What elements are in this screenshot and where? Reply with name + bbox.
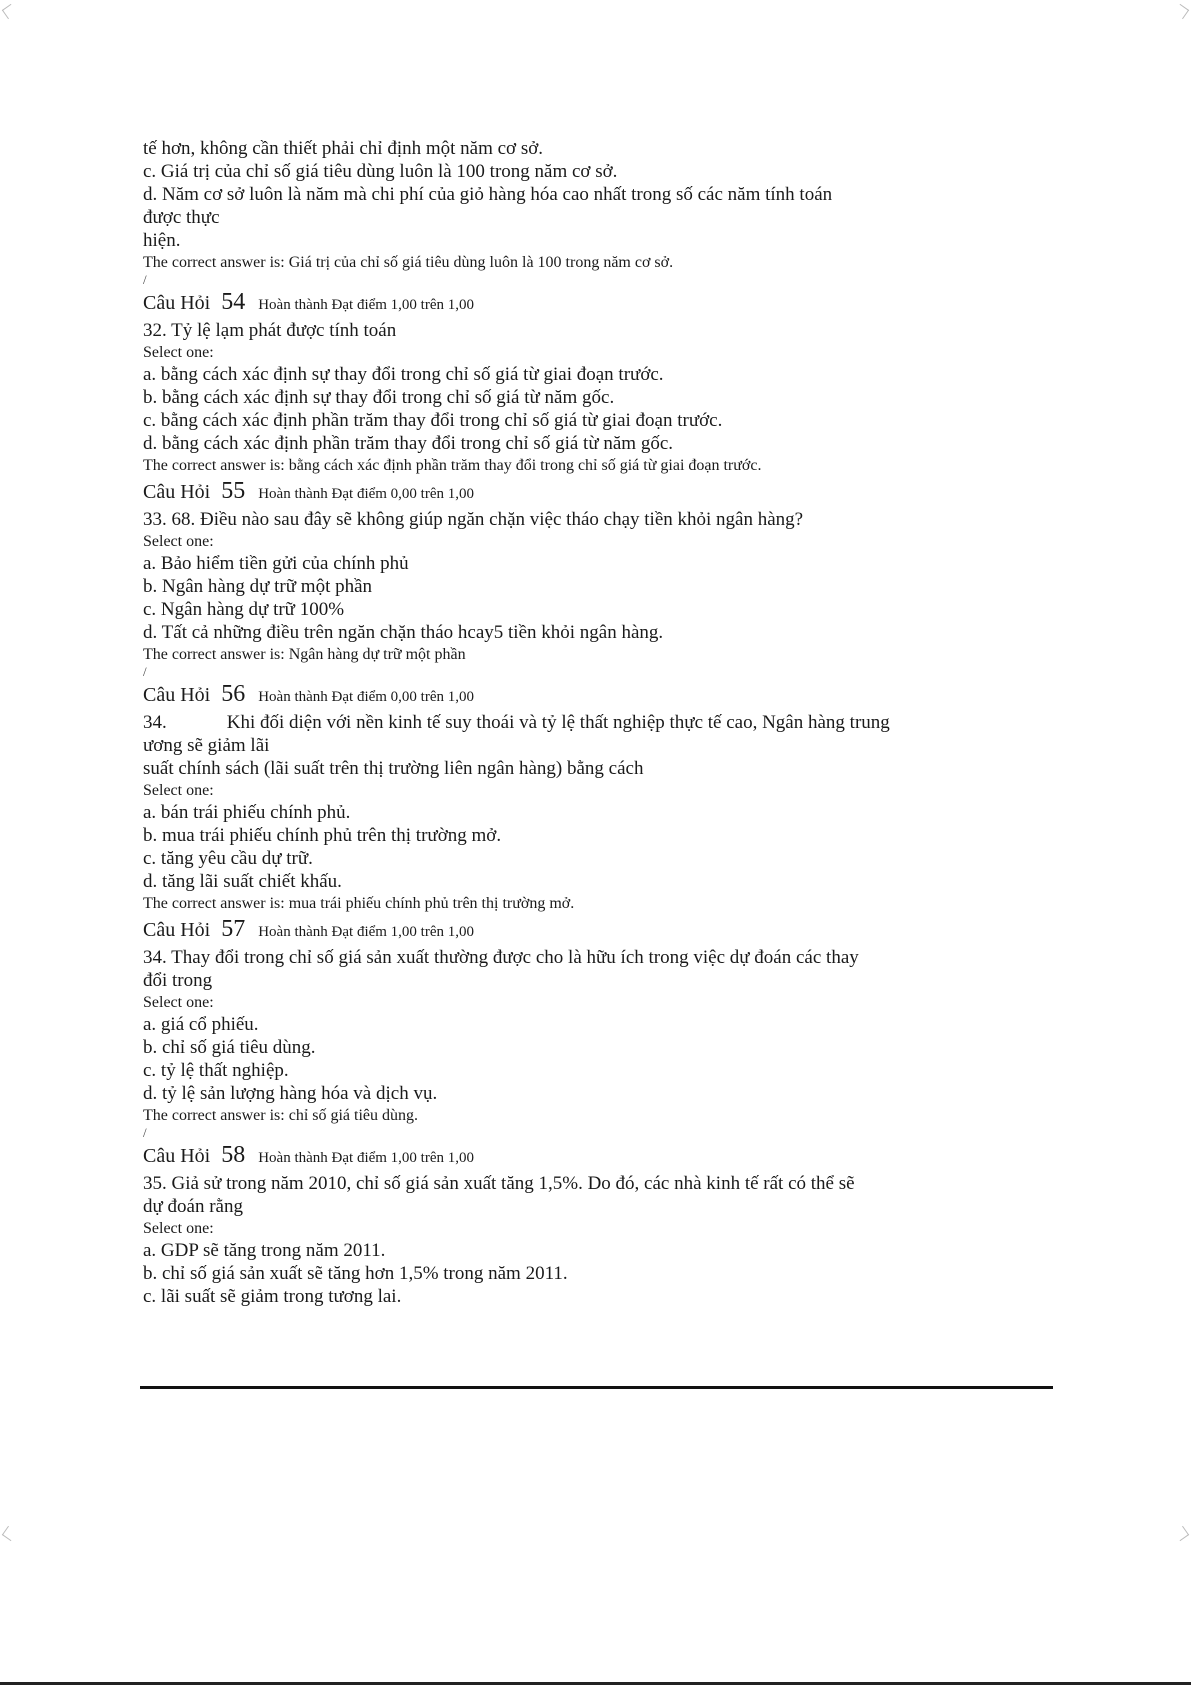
stem-text: Thay đổi trong chỉ số giá sản xuất thường được cho là hữu ích trong việc dự đoán các thay (171, 947, 859, 968)
stem-prefix: 34. (143, 712, 167, 733)
question-header (143, 916, 1053, 946)
correct-answer: The correct answer is: bằng cách xác định phần trăm thay đổi trong chỉ số giá từ giai đoạn trước. (143, 457, 762, 474)
separator-slash: / (143, 272, 147, 287)
separator-slash: / (143, 1125, 147, 1140)
question-stem (143, 1172, 1053, 1195)
question-status: Hoàn thành Đạt điểm 1,00 trên 1,00 (258, 297, 475, 313)
select-one-label: Select one: (143, 994, 214, 1011)
stem-text: suất chính sách (lãi suất trên thị trường liên ngân hàng) bằng cách (143, 758, 644, 779)
stem-text: Điều nào sau đây sẽ không giúp ngăn chặn việc tháo chạy tiền khỏi ngân hàng? (200, 509, 804, 530)
question-stem (143, 711, 1053, 734)
option-c: c. tăng yêu cầu dự trữ. (143, 848, 313, 869)
option-d: d. Năm cơ sở luôn là năm mà chi phí của giỏ hàng hóa cao nhất trong số các năm tính toán (143, 184, 833, 205)
question-status: Hoàn thành Đạt điểm 1,00 trên 1,00 (258, 1150, 475, 1166)
select-one-label: Select one: (143, 782, 214, 799)
question-status: Hoàn thành Đạt điểm 0,00 trên 1,00 (258, 486, 475, 502)
stem-prefix: 32. (143, 320, 167, 341)
question-block (143, 916, 1053, 1140)
question-header (143, 478, 1053, 508)
question-stem (143, 508, 1053, 531)
stem-prefix: 33. 68. (143, 509, 196, 530)
stem-text: đổi trong (143, 970, 213, 991)
question-stem (143, 946, 1053, 969)
stem-text: dự đoán rằng (143, 1196, 243, 1217)
question-block (143, 289, 1053, 476)
select-one-label: Select one: (143, 344, 214, 361)
text-line: tế hơn, không cần thiết phải chỉ định một năm cơ sở. (143, 138, 544, 159)
option-a: a. Bảo hiểm tiền gửi của chính phủ (143, 553, 409, 574)
question-header (143, 1142, 1053, 1172)
correct-answer: The correct answer is: chỉ số giá tiêu dùng. (143, 1107, 419, 1124)
separator-slash: / (143, 664, 147, 679)
correct-answer: The correct answer is: Giá trị của chỉ số giá tiêu dùng luôn là 100 trong năm cơ sở. (143, 254, 674, 271)
question-number: 57 (221, 916, 246, 942)
option-c: c. Giá trị của chỉ số giá tiêu dùng luôn là 100 trong năm cơ sở. (143, 161, 618, 182)
select-one-label: Select one: (143, 1220, 214, 1237)
option-d: d. Tất cả những điều trên ngăn chặn tháo hcay5 tiền khỏi ngân hàng. (143, 622, 664, 643)
question-label: Câu Hỏi (143, 292, 211, 314)
option-b: b. bằng cách xác định sự thay đổi trong chỉ số giá từ năm gốc. (143, 387, 615, 408)
option-c: c. bằng cách xác định phần trăm thay đổi trong chỉ số giá từ giai đoạn trước. (143, 410, 723, 431)
previous-question-tail (143, 137, 1053, 287)
select-one-label: Select one: (143, 533, 214, 550)
question-number: 58 (221, 1142, 246, 1168)
text-line: hiện. (143, 230, 181, 251)
correct-answer: The correct answer is: Ngân hàng dự trữ một phần (143, 646, 466, 663)
question-label: Câu Hỏi (143, 1145, 211, 1167)
question-label: Câu Hỏi (143, 481, 211, 503)
option-b: b. mua trái phiếu chính phủ trên thị trường mở. (143, 825, 502, 846)
question-number: 56 (221, 681, 246, 707)
stem-text: Khi đối diện với nền kinh tế suy thoái và tỷ lệ thất nghiệp thực tế cao, Ngân hàng trung (226, 712, 890, 733)
page-corner-mark (2, 4, 17, 19)
text-line: được thực (143, 207, 220, 228)
question-label: Câu Hỏi (143, 684, 211, 706)
option-b: b. chỉ số giá sản xuất sẽ tăng hơn 1,5% trong năm 2011. (143, 1263, 568, 1284)
page-corner-mark (1174, 4, 1189, 19)
question-label: Câu Hỏi (143, 919, 211, 941)
stem-text: Tỷ lệ lạm phát được tính toán (171, 320, 397, 341)
page-corner-mark (1174, 1526, 1189, 1541)
option-b: b. Ngân hàng dự trữ một phần (143, 576, 373, 597)
page-corner-mark (2, 1526, 17, 1541)
option-d: d. tăng lãi suất chiết khấu. (143, 871, 342, 892)
option-a: a. bán trái phiếu chính phủ. (143, 802, 351, 823)
option-b: b. chỉ số giá tiêu dùng. (143, 1037, 316, 1058)
option-a: a. GDP sẽ tăng trong năm 2011. (143, 1240, 386, 1261)
question-block (143, 1142, 1053, 1308)
option-a: a. bằng cách xác định sự thay đổi trong chỉ số giá từ giai đoạn trước. (143, 364, 664, 385)
bottom-rule (140, 1386, 1053, 1389)
stem-text: ương sẽ giảm lãi (143, 735, 270, 756)
option-d: d. tỷ lệ sản lượng hàng hóa và dịch vụ. (143, 1083, 438, 1104)
question-stem (143, 319, 1053, 342)
question-status: Hoàn thành Đạt điểm 0,00 trên 1,00 (258, 689, 475, 705)
option-c: c. lãi suất sẽ giảm trong tương lai. (143, 1286, 402, 1307)
stem-prefix: 34. (143, 947, 167, 968)
question-number: 55 (221, 478, 246, 504)
stem-prefix: 35. (143, 1173, 167, 1194)
option-c: c. Ngân hàng dự trữ 100% (143, 599, 345, 620)
document-page (143, 137, 1053, 1308)
correct-answer: The correct answer is: mua trái phiếu chính phủ trên thị trường mở. (143, 895, 575, 912)
question-header (143, 289, 1053, 319)
question-block (143, 478, 1053, 679)
option-a: a. giá cổ phiếu. (143, 1014, 259, 1035)
option-c: c. tỷ lệ thất nghiệp. (143, 1060, 289, 1081)
question-number: 54 (221, 289, 246, 315)
stem-text: Giả sử trong năm 2010, chỉ số giá sản xuất tăng 1,5%. Do đó, các nhà kinh tế rất có thể sẽ (171, 1173, 855, 1194)
option-d: d. bằng cách xác định phần trăm thay đổi trong chỉ số giá từ năm gốc. (143, 433, 674, 454)
question-header (143, 681, 1053, 711)
question-block (143, 681, 1053, 914)
question-status: Hoàn thành Đạt điểm 1,00 trên 1,00 (258, 924, 475, 940)
